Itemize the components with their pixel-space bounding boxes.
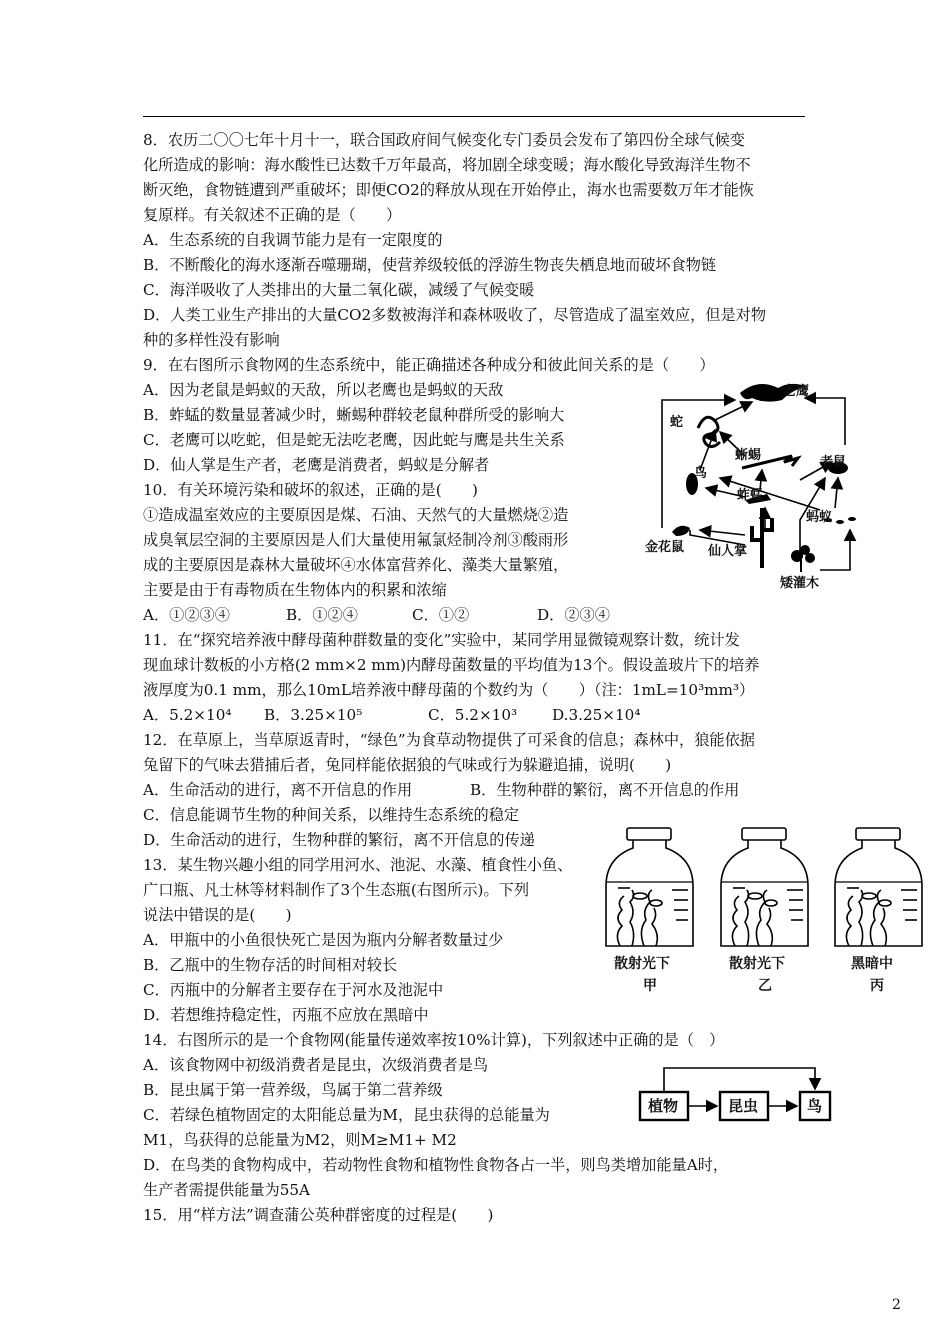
plant-label: 植物 [648,1097,679,1115]
q13-option-b: B．乙瓶中的生物存活的时间相对较长 [143,956,398,974]
q12-line: 12．在草原上，当草原返青时，“绿色”为食草动物提供了可采食的信息；森林中，狼能依据 [143,731,755,749]
jar-b-name: 乙 [758,978,772,994]
page-number: 2 [892,1297,901,1313]
q8-option-b: B．不断酸化的海水逐渐吞噬珊瑚，使营养级较低的浮游生物丧失栖息地而破坏食物链 [143,256,717,274]
q10-option-c: C．①② [412,606,470,624]
bird-label: 鸟 [807,1097,823,1115]
q11-option-d: D.3.25×10⁴ [552,706,641,724]
insect-label: 昆虫 [728,1097,759,1115]
q8-option-a: A．生态系统的自我调节能力是有一定限度的 [143,231,443,249]
q8-option-d-cont: 种的多样性没有影响 [143,331,280,349]
jar-a-condition: 散射光下 [614,956,670,972]
grasshopper-label: 蚱蜢 [737,488,764,503]
q15-stem: 15．用“样方法”调查蒲公英种群密度的过程是( ) [143,1206,494,1224]
q11-option-c: C．5.2×10³ [428,706,518,724]
shrub-label: 矮灌木 [780,576,820,591]
q11-line: 液厚度为0.1 mm，那么10mL培养液中酵母菌的个数约为（ ）（注：1mL=10³mm³） [143,681,755,699]
q12-line: 兔留下的气味去猎捕后者，兔同样能依据狼的气味或行为躲避追捕，说明( ) [143,756,672,774]
jar-b-condition: 散射光下 [729,956,785,972]
q11-line: 11．在“探究培养液中酵母菌种群数量的变化”实验中，某同学用显微镜观察计数，统计发 [143,631,740,649]
q14-option-b: B．昆虫属于第一营养级，鸟属于第二营养级 [143,1081,443,1099]
mouse-label: 老鼠 [820,455,847,470]
q10-option-b: B．①②④ [286,606,358,624]
q8-line: 复原样。有关叙述不正确的是（ ） [143,206,402,224]
q14-option-d-cont: 生产者需提供能量为55A [143,1181,310,1199]
q8-line: 断灭绝，食物链遭到严重破坏；即便CO2的释放从现在开始停止，海水也需要数万年才能恢 [143,181,754,199]
q12-option-b: B．生物种群的繁衍，离不开信息的作用 [470,781,740,799]
q13-line: 广口瓶、凡士林等材料制作了3个生态瓶(右图所示)。下列 [143,881,530,899]
jar-c-name: 丙 [870,978,884,994]
q12-option-a: A．生命活动的进行，离不开信息的作用 [143,781,413,799]
q11-option-b: B．3.25×10⁵ [264,706,363,724]
q8-line: 8．农历二〇〇七年十月十一，联合国政府间气候变化专门委员会发布了第四份全球气候变 [143,131,745,149]
q8-line: 化所造成的影响：海水酸性已达数千万年最高，将加剧全球变暖；海水酸化导致海洋生物不 [143,156,751,174]
q14-stem: 14．右图所示的是一个食物网(能量传递效率按10%计算)，下列叙述中正确的是（ ） [143,1031,725,1049]
q13-line: 13．某生物兴趣小组的同学用河水、池泥、水藻、植食性小鱼、 [143,856,573,874]
q10-line: 成臭氧层空洞的主要原因是人们大量使用氟氯烃制冷剂③酸雨形 [143,531,569,549]
q13-option-a: A．甲瓶中的小鱼很快死亡是因为瓶内分解者数量过少 [143,931,504,949]
q10-line: 10．有关环境污染和破坏的叙述，正确的是( ) [143,481,478,499]
jar-a-name: 甲 [643,978,657,994]
q10-option-a: A．①②③④ [143,606,230,624]
q12-option-d: D．生命活动的进行，生物种群的繁衍，离不开信息的传递 [143,831,535,849]
lizard-label: 蜥蜴 [735,448,762,463]
bird-label: 鸟 [694,466,708,481]
q13-option-d: D．若想维持稳定性，丙瓶不应放在黑暗中 [143,1006,429,1024]
q13-option-c: C．丙瓶中的分解者主要存在于河水及池泥中 [143,981,444,999]
q14-option-d: D．在鸟类的食物构成中，若动物性食物和植物性食物各占一半，则鸟类增加能量A时， [143,1156,729,1174]
q9-option-d: D．仙人掌是生产者，老鹰是消费者，蚂蚁是分解者 [143,456,490,474]
q10-line: 主要是由于有毒物质在生物体内的积累和浓缩 [143,581,447,599]
q13-line: 说法中错误的是( ) [143,906,292,924]
q11-line: 现血球计数板的小方格(2 mm×2 mm)内酵母菌数量的平均值为13个。假设盖玻片下的培养 [143,656,760,674]
q11-option-a: A．5.2×10⁴ [143,706,232,724]
q9-option-b: B．蚱蜢的数量显著减少时，蜥蜴种群较老鼠种群所受的影响大 [143,406,565,424]
squirrel-label: 金花鼠 [645,540,685,555]
q9-option-a: A．因为老鼠是蚂蚁的天敌，所以老鹰也是蚂蚁的天敌 [143,381,504,399]
q14-option-c-cont: M1，鸟获得的总能量为M2，则M≥M1+ M2 [143,1131,457,1149]
q10-line: 成的主要原因是森林大量破坏④水体富营养化、藻类大量繁殖， [143,556,569,574]
q9-option-c: C．老鹰可以吃蛇，但是蛇无法吃老鹰，因此蛇与鹰是共生关系 [143,431,565,449]
eagle-label: 老鹰 [783,384,810,399]
ant-label: 蚂蚁 [806,510,833,525]
snake-label: 蛇 [670,415,684,430]
jar-c-condition: 黑暗中 [851,956,893,972]
q14-option-c: C．若绿色植物固定的太阳能总量为M，昆虫获得的总能量为 [143,1106,550,1124]
cactus-label: 仙人掌 [708,544,748,559]
q8-option-c: C．海洋吸收了人类排出的大量二氧化碳，减缓了气候变暖 [143,281,535,299]
q12-option-c: C．信息能调节生物的种间关系，以维持生态系统的稳定 [143,806,520,824]
q9-stem: 9．在右图所示食物网的生态系统中，能正确描述各种成分和彼此间关系的是（ ） [143,356,715,374]
q10-option-d: D．②③④ [537,606,610,624]
q10-line: ①造成温室效应的主要原因是煤、石油、天然气的大量燃烧②造 [143,506,569,524]
q14-option-a: A．该食物网中初级消费者是昆虫，次级消费者是鸟 [143,1056,489,1074]
q8-option-d: D．人类工业生产排出的大量CO2多数被海洋和森林吸收了，尽管造成了温室效应，但是对物 [143,306,767,324]
